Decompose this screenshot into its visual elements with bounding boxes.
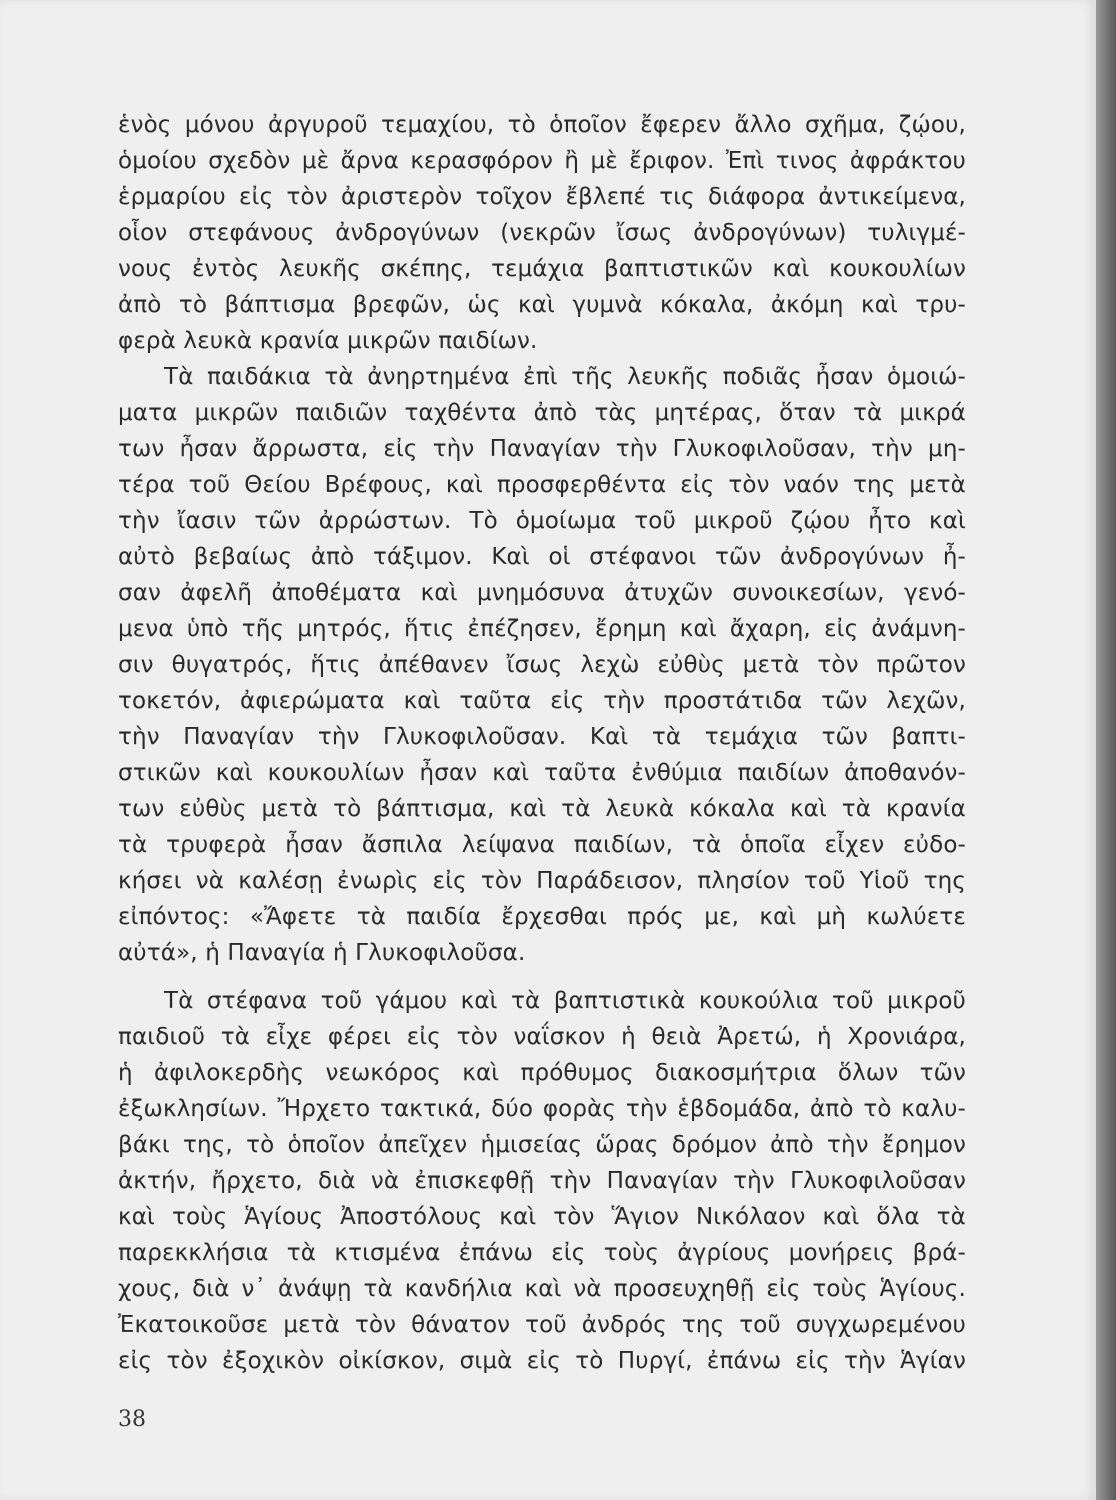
text-line: ἀπὸ τὸ βάπτισμα βρεφῶν, ὡς καὶ γυμνὰ κόκαλα, ἀκόμη καὶ τρυ- (118, 292, 966, 318)
text-line: Ἐκατοικοῦσε μετὰ τὸν θάνατον τοῦ ἀνδρός της τοῦ συγχωρεμένου (118, 1312, 966, 1338)
text-line: ματα μικρῶν παιδιῶν ταχθέντα ἀπὸ τὰς μητέρας, ὅταν τὰ μικρά (118, 400, 966, 426)
text-line: σαν ἀφελῆ ἀποθέματα καὶ μνημόσυνα ἀτυχῶν συνοικεσίων, γενό- (118, 580, 966, 606)
text-line: νους ἐντὸς λευκῆς σκέπης, τεμάχια βαπτιστικῶν καὶ κουκουλίων (118, 256, 966, 282)
text-line: τοκετόν, ἀφιερώματα καὶ ταῦτα εἰς τὴν προστάτιδα τῶν λεχῶν, (118, 688, 966, 714)
text-line: μενα ὑπὸ τῆς μητρός, ἥτις ἐπέζησεν, ἔρημη καὶ ἄχαρη, εἰς ἀνάμνη- (118, 616, 966, 642)
text-line: χους, διὰ ν᾽ ἀνάψῃ τὰ κανδήλια καὶ νὰ προσευχηθῇ εἰς τοὺς Ἁγίους. (118, 1276, 966, 1302)
text-line: φερὰ λευκὰ κρανία μικρῶν παιδίων. (118, 328, 538, 354)
text-line: εἰς τὸν ἐξοχικὸν οἰκίσκον, σιμὰ εἰς τὸ Πυργί, ἐπάνω εἰς τὴν Ἁγίαν (118, 1348, 966, 1374)
text-line: κήσει νὰ καλέσῃ ἐνωρὶς εἰς τὸν Παράδεισον, πλησίον τοῦ Υἱοῦ της (118, 868, 966, 894)
page-number: 38 (118, 1407, 146, 1432)
text-line: ἀκτήν, ἤρχετο, διὰ νὰ ἐπισκεφθῇ τὴν Παναγίαν τὴν Γλυκοφιλοῦσαν (118, 1168, 966, 1194)
text-line: τὴν ἴασιν τῶν ἀρρώστων. Τὸ ὁμοίωμα τοῦ μικροῦ ζῴου ἦτο καὶ (118, 508, 966, 534)
text-line: ὁμοίου σχεδὸν μὲ ἄρνα κερασφόρον ἢ μὲ ἔριφον. Ἐπὶ τινος ἀφράκτου (118, 148, 966, 174)
text-line: σιν θυγατρός, ἥτις ἀπέθανεν ἴσως λεχὼ εὐθὺς μετὰ τὸν πρῶτον (118, 652, 966, 678)
text-line: αὐτά», ἡ Παναγία ἡ Γλυκοφιλοῦσα. (118, 940, 526, 966)
text-line: ἡ ἀφιλοκερδὴς νεωκόρος καὶ πρόθυμος διακοσμήτρια ὅλων τῶν (118, 1060, 966, 1086)
text-line: καὶ τοὺς Ἁγίους Ἀποστόλους καὶ τὸν Ἅγιον Νικόλαον καὶ ὅλα τὰ (118, 1204, 966, 1230)
text-line: αὐτὸ βεβαίως ἀπὸ τάξιμον. Καὶ οἱ στέφανοι τῶν ἀνδρογύνων ἦ- (118, 544, 966, 570)
text-line: τέρα τοῦ Θείου Βρέφους, καὶ προσφερθέντα εἰς τὸν ναόν της μετὰ (118, 472, 966, 498)
text-line: παιδιοῦ τὰ εἶχε φέρει εἰς τὸν ναΐσκον ἡ θειὰ Ἀρετώ, ἡ Χρονιάρα, (118, 1024, 966, 1050)
text-line: τὰ τρυφερὰ ἦσαν ἄσπιλα λείψανα παιδίων, τὰ ὁποῖα εἶχεν εὐδο- (118, 832, 966, 858)
text-line: των ἦσαν ἄρρωστα, εἰς τὴν Παναγίαν τὴν Γλυκοφιλοῦσαν, τὴν μη- (118, 436, 966, 462)
text-line: οἷον στεφάνους ἀνδρογύνων (νεκρῶν ἴσως ἀνδρογύνων) τυλιγμέ- (118, 220, 966, 246)
text-line: παρεκκλήσια τὰ κτισμένα ἐπάνω εἰς τοὺς ἀγρίους μονήρεις βρά- (118, 1240, 966, 1266)
text-line: ἑνὸς μόνου ἀργυροῦ τεμαχίου, τὸ ὁποῖον ἔφερεν ἄλλο σχῆμα, ζῴου, (118, 112, 966, 138)
text-line: Τὰ παιδάκια τὰ ἀνηρτημένα ἐπὶ τῆς λευκῆς ποδιᾶς ἦσαν ὁμοιώ- (164, 364, 966, 390)
text-line: ἑρμαρίου εἰς τὸν ἀριστερὸν τοῖχον ἔβλεπέ τις διάφορα ἀντικείμενα, (118, 184, 966, 210)
text-line: τὴν Παναγίαν τὴν Γλυκοφιλοῦσαν. Καὶ τὰ τεμάχια τῶν βαπτι- (118, 724, 966, 750)
page-edge (1096, 0, 1116, 1500)
text-line: ἐξωκλησίων. Ἤρχετο τακτικά, δύο φορὰς τὴν ἑβδομάδα, ἀπὸ τὸ καλυ- (118, 1096, 966, 1122)
text-line: Τὰ στέφανα τοῦ γάμου καὶ τὰ βαπτιστικὰ κουκούλια τοῦ μικροῦ (164, 988, 966, 1014)
text-line: εἰπόντος: «Ἄφετε τὰ παιδία ἔρχεσθαι πρός με, καὶ μὴ κωλύετε (118, 904, 966, 930)
text-line: βάκι της, τὸ ὁποῖον ἀπεῖχεν ἡμισείας ὥρας δρόμον ἀπὸ τὴν ἔρημον (118, 1132, 966, 1158)
text-line: στικῶν καὶ κουκουλίων ἦσαν καὶ ταῦτα ἐνθύμια παιδίων ἀποθανόν- (118, 760, 966, 786)
text-line: των εὐθὺς μετὰ τὸ βάπτισμα, καὶ τὰ λευκὰ κόκαλα καὶ τὰ κρανία (118, 796, 966, 822)
